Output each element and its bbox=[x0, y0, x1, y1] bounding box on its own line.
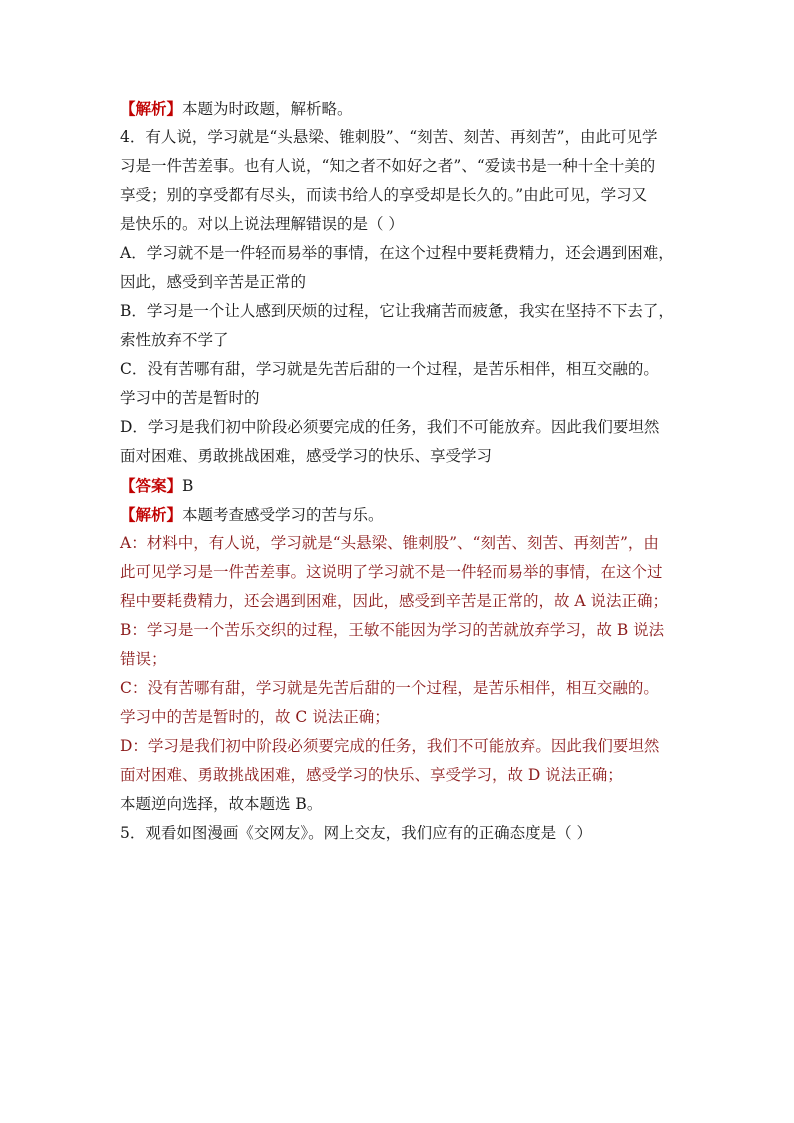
analysis-paragraph bbox=[120, 732, 676, 790]
question-paragraph bbox=[120, 413, 676, 471]
text-line: 索性放弃不学了 bbox=[120, 331, 229, 349]
tag-line bbox=[120, 94, 676, 123]
question-paragraph bbox=[120, 123, 676, 239]
text-line: A：材料中，有人说，学习就是“头悬梁、锥刺股”、“刻苦、刻苦、再刻苦”，由 bbox=[120, 534, 659, 552]
text-line: 习是一件苦差事。也有人说，“知之者不如好之者”、“爱读书是一种十全十美的 bbox=[120, 157, 656, 175]
text-line: D．学习是我们初中阶段必须要完成的任务，我们不可能放弃。因此我们要坦然 bbox=[120, 418, 660, 436]
question-paragraph bbox=[120, 355, 676, 413]
analysis-paragraph bbox=[120, 529, 676, 616]
text-line: C．没有苦哪有甜，学习就是先苦后甜的一个过程，是苦乐相伴，相互交融的。 bbox=[120, 360, 659, 378]
text-line: 是快乐的。对以上说法理解错误的是（ ） bbox=[120, 215, 404, 233]
text-line: 此可见学习是一件苦差事。这说明了学习就不是一件轻而易举的事情，在这个过 bbox=[120, 563, 663, 581]
text-line: 5．观看如图漫画《交网友》。网上交友，我们应有的正确态度是（ ） bbox=[120, 824, 593, 842]
text-line: 面对困难、勇敢挑战困难，感受学习的快乐、享受学习，故 D 说法正确； bbox=[120, 766, 623, 784]
text-line: 本题逆向选择，故本题选 B。 bbox=[120, 795, 323, 813]
text-line: B．学习是一个让人感到厌烦的过程，它让我痛苦而疲惫，我实在坚持不下去了， bbox=[120, 302, 674, 320]
tag-line bbox=[120, 471, 676, 500]
question-paragraph bbox=[120, 819, 676, 848]
text-line: 学习中的苦是暂时的 bbox=[120, 389, 260, 407]
text-line: B：学习是一个苦乐交织的过程，王敏不能因为学习的苦就放弃学习，故 B 说法 bbox=[120, 621, 665, 639]
question-paragraph bbox=[120, 297, 676, 355]
tag-text: 本题为时政题，解析略。 bbox=[182, 100, 353, 118]
analysis-paragraph bbox=[120, 674, 676, 732]
text-line: 因此，感受到辛苦是正常的 bbox=[120, 273, 307, 291]
text-line: 享受；别的享受都有尽头，而读书给人的享受却是长久的。”由此可见，学习又 bbox=[120, 186, 648, 204]
text-line: 程中要耗费精力，还会遇到困难，因此，感受到辛苦是正常的，故 A 说法正确； bbox=[120, 592, 669, 610]
tag-text: B bbox=[182, 477, 194, 495]
text-line: 学习中的苦是暂时的，故 C 说法正确； bbox=[120, 708, 390, 726]
section-tag: 【解析】 bbox=[120, 99, 183, 118]
analysis-paragraph bbox=[120, 616, 676, 674]
section-tag: 【解析】 bbox=[120, 505, 183, 524]
document-content bbox=[120, 94, 676, 848]
text-line: 面对困难、勇敢挑战困难，感受学习的快乐、享受学习 bbox=[120, 447, 493, 465]
question-paragraph bbox=[120, 239, 676, 297]
text-line: A．学习就不是一件轻而易举的事情，在这个过程中要耗费精力，还会遇到困难， bbox=[120, 244, 674, 262]
tag-text: 本题考查感受学习的苦与乐。 bbox=[182, 506, 384, 524]
section-tag: 【答案】 bbox=[120, 476, 183, 495]
question-paragraph bbox=[120, 790, 676, 819]
text-line: D：学习是我们初中阶段必须要完成的任务，我们不可能放弃。因此我们要坦然 bbox=[120, 737, 660, 755]
text-line: 错误； bbox=[120, 650, 167, 668]
text-line: C：没有苦哪有甜，学习就是先苦后甜的一个过程，是苦乐相伴，相互交融的。 bbox=[120, 679, 659, 697]
text-line: 4．有人说，学习就是“头悬梁、锥刺股”、“刻苦、刻苦、再刻苦”，由此可见学 bbox=[120, 128, 658, 146]
tag-line bbox=[120, 500, 676, 529]
